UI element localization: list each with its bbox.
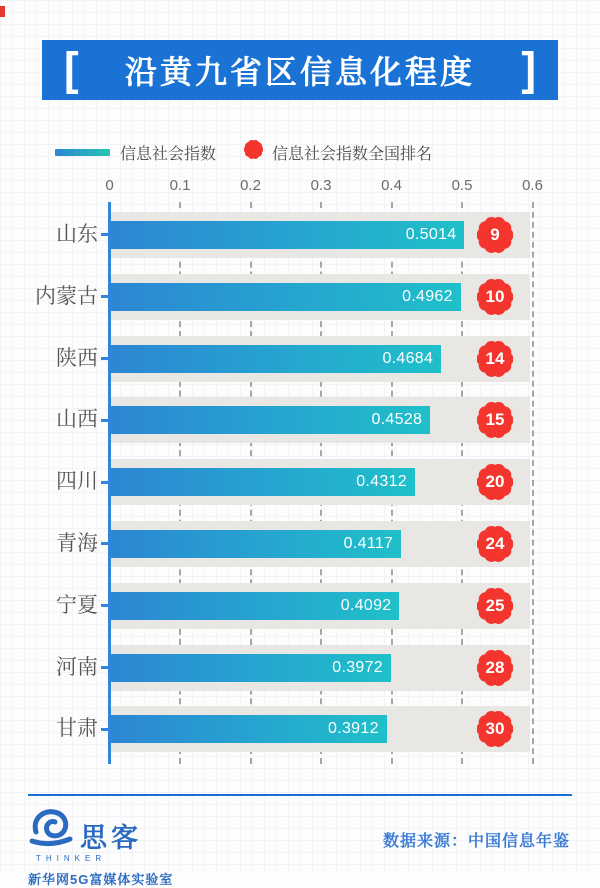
axis-tick-mark xyxy=(101,481,110,484)
title-banner xyxy=(42,40,558,100)
axis-tick-mark xyxy=(101,419,110,422)
category-label: 宁夏 xyxy=(56,593,98,617)
bar-山西 xyxy=(111,406,430,434)
chart-legend xyxy=(55,142,460,162)
axis-tick-mark xyxy=(101,295,110,298)
rank-badge xyxy=(477,464,513,500)
axis-tick-mark xyxy=(101,542,110,545)
bar-value-label: 0.4962 xyxy=(402,287,453,305)
rank-value: 15 xyxy=(485,410,505,430)
bar-value-label: 0.4312 xyxy=(356,473,407,491)
rank-badge xyxy=(477,279,513,315)
bar-宁夏 xyxy=(111,592,399,620)
bar-value-label: 0.3912 xyxy=(328,720,379,738)
x-axis-tick-label: 0.2 xyxy=(240,177,261,194)
legend-rank-badge-icon xyxy=(244,140,263,164)
legend-bar-label: 信息社会指数 xyxy=(120,145,217,163)
bar-value-label: 0.5014 xyxy=(405,225,457,243)
bar-青海 xyxy=(111,530,401,558)
rank-badge xyxy=(477,402,513,438)
rank-badge xyxy=(477,650,513,686)
corner-accent-mark xyxy=(0,6,5,17)
rank-badge xyxy=(477,711,513,747)
axis-tick-mark xyxy=(101,666,110,669)
rank-value: 14 xyxy=(485,348,505,368)
bar-四川 xyxy=(111,468,415,496)
data-source-text: 数据来源：中国信息年鉴 xyxy=(382,833,570,850)
logo-name: 思客 xyxy=(80,823,142,853)
bar-value-label: 0.4528 xyxy=(371,411,423,429)
x-axis-tick-label: 0.5 xyxy=(451,177,473,194)
rank-badge xyxy=(477,341,513,377)
category-label: 内蒙古 xyxy=(35,284,98,308)
x-axis-tick-label: 0.3 xyxy=(310,177,332,194)
bar-chart xyxy=(0,204,600,762)
x-axis-tick-label: 0.1 xyxy=(169,177,191,194)
rank-badge xyxy=(477,588,513,624)
axis-tick-mark xyxy=(101,728,110,731)
brand-logo xyxy=(28,806,248,888)
category-label: 山东 xyxy=(56,222,98,246)
x-axis-tick-label: 0.4 xyxy=(381,177,402,194)
category-label: 甘肃 xyxy=(56,717,98,741)
bar-河南 xyxy=(111,654,391,682)
bar-value-label: 0.4684 xyxy=(382,349,434,367)
logo-caption: 新华网5G富媒体实验室 xyxy=(28,872,174,887)
swirl-logo-icon xyxy=(28,806,74,853)
rank-value: 30 xyxy=(485,719,505,739)
category-label: 四川 xyxy=(56,470,98,494)
rank-value: 20 xyxy=(485,472,505,492)
category-label: 陕西 xyxy=(56,346,98,370)
bar-甘肃 xyxy=(111,715,387,743)
bar-山东 xyxy=(111,221,464,249)
category-label: 山西 xyxy=(56,408,98,432)
bar-陕西 xyxy=(111,345,441,373)
category-label: 青海 xyxy=(56,531,98,555)
x-axis-tick-label: 0.6 xyxy=(522,177,543,194)
bar-value-label: 0.4117 xyxy=(343,534,394,552)
legend-bar-swatch xyxy=(55,149,110,156)
axis-tick-mark xyxy=(101,357,110,360)
rank-value: 10 xyxy=(485,286,505,306)
bar-内蒙古 xyxy=(111,283,461,311)
axis-tick-mark xyxy=(101,604,110,607)
rank-value: 28 xyxy=(485,657,505,677)
page-title: 沿黄九省区信息化程度 xyxy=(124,54,475,90)
legend-rank-label: 信息社会指数全国排名 xyxy=(272,145,433,163)
rank-value: 24 xyxy=(485,533,505,553)
rank-value: 9 xyxy=(490,224,500,244)
logo-subtitle: THINKER xyxy=(36,854,107,863)
vertical-gridline xyxy=(532,202,534,764)
axis-tick-mark xyxy=(101,233,110,236)
footer-divider xyxy=(28,794,572,796)
x-axis-tick-label: 0 xyxy=(105,177,114,194)
bar-value-label: 0.3972 xyxy=(332,658,384,676)
bracket-left-decoration: [ xyxy=(64,43,79,96)
category-label: 河南 xyxy=(56,655,98,679)
x-axis-tick-labels xyxy=(0,177,600,195)
rank-value: 25 xyxy=(485,595,505,615)
bracket-right-decoration: ] xyxy=(521,43,536,96)
rank-badge xyxy=(477,526,513,562)
bar-value-label: 0.4092 xyxy=(340,596,392,614)
rank-badge xyxy=(477,217,513,253)
